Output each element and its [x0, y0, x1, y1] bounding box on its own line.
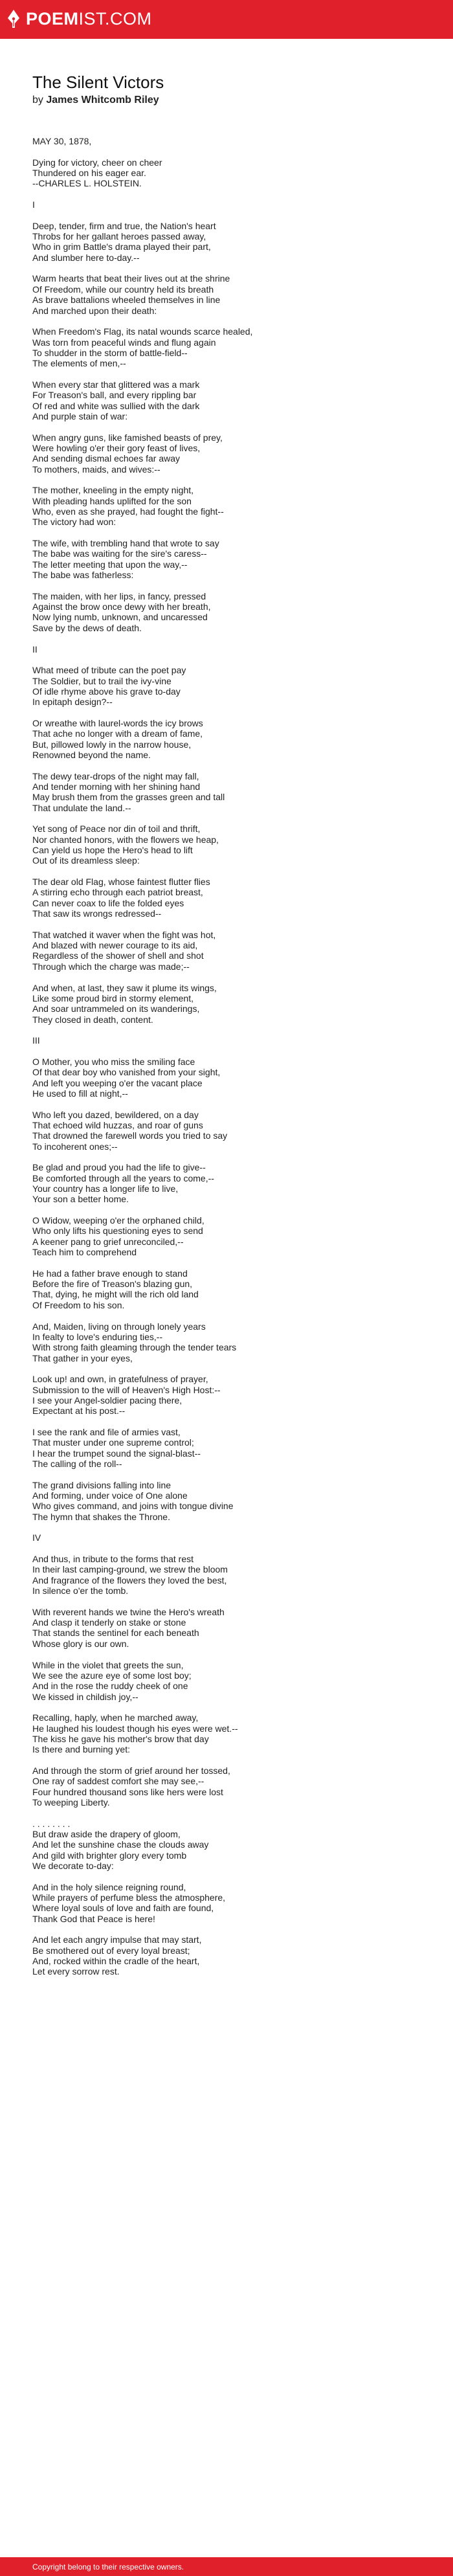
poem-stanza	[32, 644, 427, 655]
poem-line: Recalling, haply, when he marched away,	[32, 1712, 199, 1723]
poem-stanza	[32, 1765, 427, 1808]
poem-stanza	[32, 273, 427, 315]
poem-line: Be smothered out of every loyal breast;	[32, 1945, 190, 1956]
poem-line: For Treason's ball, and every rippling bar	[32, 390, 197, 401]
poem-stanza	[32, 485, 427, 527]
poem-line: III	[32, 1035, 40, 1046]
poem-line: Deep, tender, firm and true, the Nation's heart	[32, 220, 216, 231]
poem-stanza	[32, 1427, 427, 1469]
poem-line: I see your Angel-soldier pacing there,	[32, 1394, 182, 1406]
poem-line: The calling of the roll--	[32, 1458, 122, 1469]
poem-line: Of Freedom, while our country held its breath	[32, 284, 214, 295]
poem-line: The dear old Flag, whose faintest flutter flies	[32, 877, 210, 888]
poem-line: --CHARLES L. HOLSTEIN.	[32, 178, 142, 189]
poem-line: O Mother, you who miss the smiling face	[32, 1056, 195, 1067]
poem-line: That muster under one supreme control;	[32, 1437, 194, 1448]
poem-stanza	[32, 1110, 427, 1152]
poem-line: And clasp it tenderly on stake or stone	[32, 1617, 186, 1628]
poem-line: That stands the sentinel for each beneath	[32, 1628, 199, 1639]
poem-line: When every star that glittered was a mark	[32, 379, 200, 390]
poem-line: To mothers, maids, and wives:--	[32, 464, 160, 475]
poem-line: I see the rank and file of armies vast,	[32, 1426, 181, 1437]
poem-line: And fragrance of the flowers they loved the best,	[32, 1574, 227, 1585]
poem-stanza	[32, 432, 427, 475]
site-header-bar	[0, 0, 453, 39]
poem-stanza	[32, 379, 427, 421]
poem-line: And gild with brighter glory every tomb	[32, 1850, 187, 1861]
poem-line: The hymn that shakes the Throne.	[32, 1511, 170, 1522]
poem-line: He used to fill at night,--	[32, 1088, 128, 1099]
author-link[interactable]: James Whitcomb Riley	[46, 95, 159, 106]
poem-line: I	[32, 199, 35, 210]
poem-byline	[32, 94, 421, 107]
poem-line: Thundered on his eager ear.	[32, 168, 146, 179]
poem-stanza	[32, 136, 427, 146]
poem-stanza	[32, 983, 427, 1025]
poem-line: And let each angry impulse that may start,	[32, 1934, 202, 1945]
poem-stanza	[32, 1374, 427, 1416]
poem-line: MAY 30, 1878,	[32, 136, 92, 146]
poem-line: II	[32, 644, 38, 655]
poem-line: Dying for victory, cheer on cheer	[32, 157, 162, 168]
poem-line: That undulate the land.--	[32, 802, 131, 813]
poem-line: The maiden, with her lips, in fancy, pressed	[32, 590, 206, 601]
poem-line: Through which the charge was made;--	[32, 961, 190, 972]
poem-line: And in the rose the ruddy cheek of one	[32, 1681, 188, 1692]
poem-line: And sending dismal echoes far away	[32, 453, 181, 464]
poem-line: Thank God that Peace is here!	[32, 1913, 155, 1924]
poem-line: Of red and white was sullied with the dark	[32, 400, 200, 411]
poem-line: And slumber here to-day.--	[32, 252, 140, 263]
poem-stanza	[32, 157, 427, 189]
poem-line: In silence o'er the tomb.	[32, 1585, 129, 1596]
poem-line: That, dying, he might will the rich old land	[32, 1289, 199, 1300]
poem-line: Regardless of the shower of shell and shot	[32, 950, 204, 961]
poem-line: Who, even as she prayed, had fought the fight--	[32, 506, 224, 517]
poem-line: Out of its dreamless sleep:	[32, 855, 140, 866]
poem-line: Where loyal souls of love and faith are found,	[32, 1903, 214, 1914]
poem-line: Look up! and own, in gratefulness of prayer,	[32, 1374, 208, 1385]
poem-line: Can never coax to life the folded eyes	[32, 897, 184, 908]
poem-line: And let the sunshine chase the clouds away	[32, 1839, 209, 1850]
poem-line: While in the violet that greets the sun,	[32, 1659, 184, 1670]
poem-stanza	[32, 538, 427, 580]
poem-line: A keener pang to grief unreconciled,--	[32, 1236, 184, 1247]
poem-line: Were howling o'er their gory feast of lives,	[32, 442, 201, 453]
poem-line: And left you weeping o'er the vacant place	[32, 1077, 203, 1088]
poem-stanza	[32, 718, 427, 760]
poem-line: To shudder in the storm of battle-field--	[32, 347, 188, 358]
poem-body	[32, 136, 427, 1988]
poem-stanza	[32, 1480, 427, 1522]
poem-line: And, Maiden, living on through lonely years	[32, 1321, 206, 1332]
poem-stanza	[32, 930, 427, 972]
poem-line: The dewy tear-drops of the night may fall,	[32, 770, 199, 781]
poem-stanza	[32, 221, 427, 263]
poem-line: And thus, in tribute to the forms that rest	[32, 1554, 194, 1565]
poem-line: Expectant at his post.--	[32, 1406, 126, 1417]
poem-line: With strong faith gleaming through the tender tears	[32, 1342, 237, 1353]
poem-stanza	[32, 1712, 427, 1754]
poem-title: The Silent Victors	[32, 73, 164, 92]
copyright-text: Copyright belong to their respective owners.	[32, 2562, 184, 2571]
poem-line: But, pillowed lowly in the narrow house,	[32, 739, 192, 750]
poem-line: They closed in death, content.	[32, 1014, 153, 1025]
poem-line: With pleading hands uplifted for the son	[32, 495, 192, 506]
poem-line: Of that dear boy who vanished from your sight,	[32, 1067, 221, 1078]
poem-line: Renowned beyond the name.	[32, 749, 151, 760]
poem-line: A stirring echo through each patriot breast,	[32, 887, 203, 898]
poem-stanza	[32, 1268, 427, 1310]
poem-line: Of idle rhyme above his grave to-day	[32, 686, 181, 697]
poem-line: Be comforted through all the years to come,--	[32, 1172, 214, 1183]
poem-line: Save by the dews of death.	[32, 622, 142, 633]
poem-line: And blazed with newer courage to its aid,	[32, 940, 198, 951]
site-footer-bar	[0, 2557, 453, 2576]
poem-line: That saw its wrongs redressed--	[32, 908, 162, 919]
poem-line: And purple stain of war:	[32, 410, 128, 421]
poem-line: Before the fire of Treason's blazing gun,	[32, 1279, 193, 1290]
poem-line: Teach him to comprehend	[32, 1247, 137, 1258]
poem-stanza	[32, 326, 427, 368]
poem-stanza	[32, 1819, 427, 1872]
poem-line: Like some proud bird in stormy element,	[32, 992, 193, 1003]
poem-stanza	[32, 199, 427, 210]
poem-line: The victory had won:	[32, 517, 116, 528]
poem-line: Was torn from peaceful winds and flung again	[32, 337, 216, 348]
poem-line: In fealty to love's enduring ties,--	[32, 1331, 163, 1342]
poem-line: When angry guns, like famished beasts of prey,	[32, 432, 223, 443]
poem-line: And marched upon their death:	[32, 305, 157, 316]
poem-line: That watched it waver when the fight was hot,	[32, 929, 216, 940]
poem-stanza	[32, 1532, 427, 1543]
poem-line: Or wreathe with laurel-words the icy brows	[32, 717, 203, 728]
poem-stanza	[32, 1321, 427, 1363]
poem-line: The kiss he gave his mother's brow that day	[32, 1733, 209, 1744]
poem-line: The elements of men,--	[32, 358, 126, 369]
poem-stanza	[32, 1554, 427, 1596]
poem-line: Who gives command, and joins with tongue divine	[32, 1501, 234, 1512]
poem-line: And, rocked within the cradle of the heart,	[32, 1956, 200, 1967]
poem-line: To weeping Liberty.	[32, 1797, 110, 1808]
poem-line: In epitaph design?--	[32, 697, 113, 708]
poem-line: In their last camping-ground, we strew the bloom	[32, 1564, 228, 1575]
poem-line: We decorate to-day:	[32, 1861, 114, 1872]
poem-line: With reverent hands we twine the Hero's wreath	[32, 1606, 225, 1617]
poem-line: Your son a better home.	[32, 1194, 129, 1205]
poem-line: O Widow, weeping o'er the orphaned child,	[32, 1215, 204, 1226]
poem-line: Now lying numb, unknown, and uncaressed	[32, 612, 208, 623]
poem-line: Submission to the will of Heaven's High Host:--	[32, 1384, 221, 1395]
poem-line: May brush them from the grasses green and tall	[32, 792, 225, 803]
poem-line: That gather in your eyes,	[32, 1352, 133, 1363]
poem-line: And soar untrammeled on its wanderings,	[32, 1003, 200, 1014]
pen-nib-icon	[6, 9, 21, 28]
poem-line: Who in grim Battle's drama played their part,	[32, 241, 211, 252]
poem-stanza	[32, 1035, 427, 1046]
poem-line: The mother, kneeling in the empty night,	[32, 485, 194, 496]
poem-stanza	[32, 823, 427, 866]
poem-line: Yet song of Peace nor din of toil and thrift,	[32, 823, 201, 834]
poem-line: We see the azure eye of some lost boy;	[32, 1670, 192, 1681]
poem-line: But draw aside the drapery of gloom,	[32, 1829, 181, 1839]
poem-line: To incoherent ones;--	[32, 1141, 118, 1152]
poem-line: Nor chanted honors, with the flowers we heap,	[32, 834, 219, 845]
poem-line: Is there and burning yet:	[32, 1744, 130, 1755]
poem-line: Who only lifts his questioning eyes to send	[32, 1226, 203, 1237]
poem-stanza	[32, 1215, 427, 1257]
poem-line: IV	[32, 1532, 41, 1543]
poem-stanza	[32, 771, 427, 813]
poem-line: Who left you dazed, bewildered, on a day	[32, 1109, 199, 1120]
poem-line: The letter meeting that upon the way,--	[32, 559, 188, 570]
poem-line: That echoed wild huzzas, and roar of guns	[32, 1119, 203, 1130]
poem-stanza	[32, 1162, 427, 1204]
poem-stanza	[32, 591, 427, 633]
poem-line: Be glad and proud you had the life to give--	[32, 1162, 206, 1173]
site-logo[interactable]	[6, 8, 152, 30]
poem-line: Of Freedom to his son.	[32, 1299, 125, 1310]
poem-line: One ray of saddest comfort she may see,--	[32, 1776, 204, 1787]
poem-line: Throbs for her gallant heroes passed away,	[32, 231, 206, 242]
poem-line: Four hundred thousand sons like hers were lost	[32, 1786, 223, 1797]
poem-line: He had a father brave enough to stand	[32, 1268, 188, 1279]
poem-stanza	[32, 665, 427, 707]
poem-line: Let every sorrow rest.	[32, 1966, 120, 1977]
poem-stanza	[32, 1882, 427, 1924]
poem-line: The grand divisions falling into line	[32, 1479, 171, 1490]
poem-line: The wife, with trembling hand that wrote to say	[32, 538, 219, 549]
poem-line: What meed of tribute can the poet pay	[32, 665, 186, 676]
poem-line: He laughed his loudest though his eyes were wet.--	[32, 1723, 238, 1734]
poem-line: As brave battalions wheeled themselves in line	[32, 295, 221, 306]
poem-line: The Soldier, but to trail the ivy-vine	[32, 675, 171, 686]
poem-line: And forming, under voice of One alone	[32, 1490, 188, 1501]
poem-line: Your country has a longer life to live,	[32, 1183, 179, 1194]
site-logo-text: POEMIST.COM	[26, 8, 152, 28]
poem-line: That drowned the farewell words you tried to say	[32, 1130, 228, 1141]
poem-stanza	[32, 1607, 427, 1649]
poem-stanza	[32, 877, 427, 919]
poem-line: And in the holy silence reigning round,	[32, 1881, 186, 1892]
poem-line: . . . . . . . .	[32, 1818, 71, 1829]
poem-line: And through the storm of grief around her tossed,	[32, 1765, 230, 1776]
poem-stanza	[32, 1934, 427, 1977]
poem-line: Can yield us hope the Hero's head to lift	[32, 845, 193, 856]
poem-header	[32, 73, 421, 107]
poem-line: Whose glory is our own.	[32, 1638, 129, 1649]
poem-line: The babe was waiting for the sire's caress--	[32, 548, 207, 559]
poem-line: That ache no longer with a dream of fame,	[32, 728, 203, 739]
poem-line: When Freedom's Flag, its natal wounds scarce healed,	[32, 326, 253, 337]
by-label: by	[32, 95, 43, 106]
poem-line: Warm hearts that beat their lives out at the shrine	[32, 273, 230, 284]
poem-line: While prayers of perfume bless the atmosphere,	[32, 1892, 226, 1903]
poem-line: Against the brow once dewy with her breath,	[32, 601, 211, 612]
poem-line: The babe was fatherless:	[32, 570, 134, 581]
poem-line: And tender morning with her shining hand	[32, 781, 201, 792]
poem-line: We kissed in childish joy,--	[32, 1691, 138, 1702]
poem-line: I hear the trumpet sound the signal-blast--	[32, 1448, 201, 1459]
poem-stanza	[32, 1057, 427, 1099]
poem-line: And when, at last, they saw it plume its wings,	[32, 982, 217, 993]
poem-stanza	[32, 1660, 427, 1702]
